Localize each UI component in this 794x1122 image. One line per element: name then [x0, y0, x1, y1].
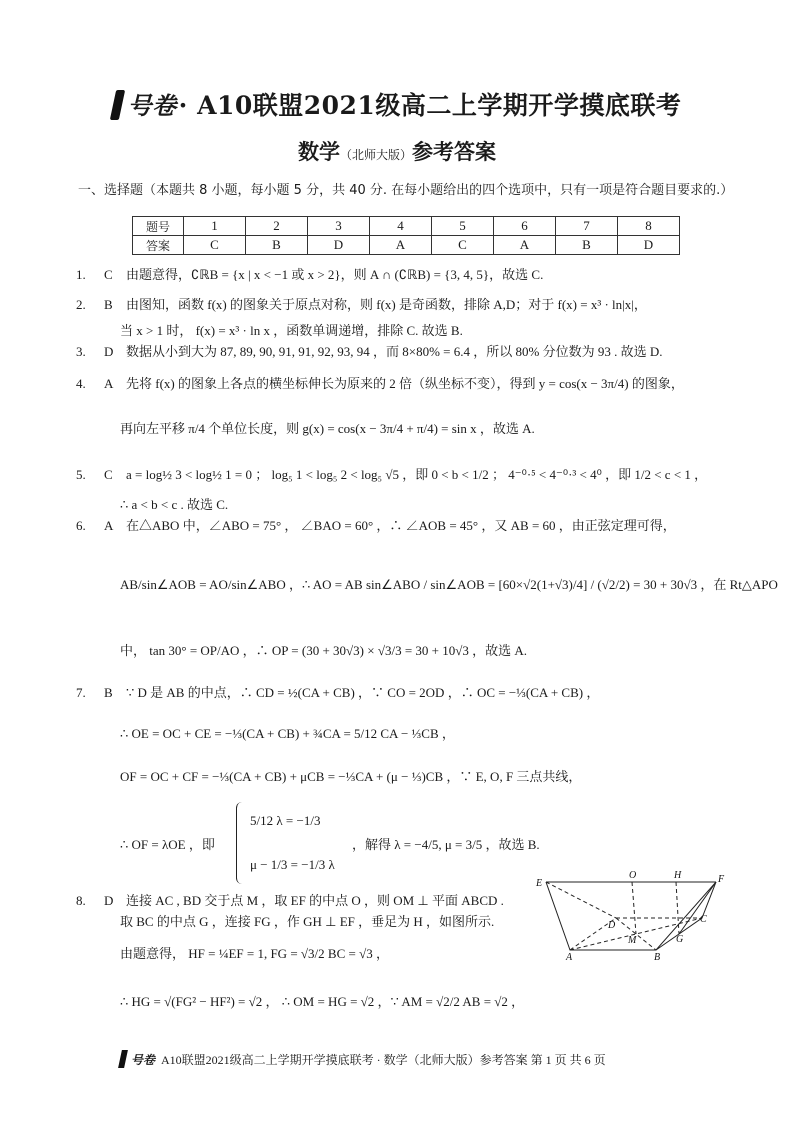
label-G: G: [676, 934, 684, 945]
footer-logo-icon: [118, 1050, 128, 1068]
logo-mark-icon: [109, 90, 124, 120]
item-number: 3.: [76, 344, 86, 359]
section-heading: 一、选择题（本题共 8 小题，每小题 5 分，共 40 分. 在每小题给出的四个选项中，只有一项是符合题目要求的.）: [78, 183, 734, 198]
table-cell: 3: [308, 217, 370, 236]
table-header-cell: 题号: [133, 217, 184, 236]
table-cell: D: [308, 236, 370, 255]
label-E: E: [536, 878, 543, 889]
label-F: F: [718, 874, 725, 885]
item-number: 6.: [76, 518, 86, 533]
table-header-cell: 答案: [133, 236, 184, 255]
item-number: 7.: [76, 685, 86, 700]
solution-6-line2: AB/sin∠AOB = AO/sin∠ABO ，∴ AO = AB sin∠ABO / sin∠AOB = [60×√2(1+√3)/4] / (√2/2) = 30 + 30√3 ，在 Rt△APO: [120, 577, 778, 592]
footer-text: A10联盟2021级高二上学期开学摸底联考 · 数学（北师大版）参考答案 第 1 页 共 6 页: [161, 1053, 606, 1067]
table-cell: C: [184, 236, 246, 255]
solution-7-line4a: ∴ OF = λOE ，即: [120, 837, 215, 852]
title-text: · A10联盟2021级高二上学期开学摸底联考: [178, 91, 682, 120]
label-C: C: [700, 914, 707, 925]
item-text: 数据从小到大为 87, 89, 90, 91, 91, 92, 93, 94 ，而 8×80% = 6.4 ，所以 80% 分位数为 93 . 故选 D.: [126, 344, 663, 359]
solution-8-line2: 取 BC 的中点 G ，连接 FG ，作 GH ⊥ EF ，垂足为 H ，如图所示.: [120, 914, 495, 929]
figure-edge: [679, 882, 716, 934]
solution-8: [76, 892, 504, 910]
brand-logo: 号卷: [127, 91, 177, 120]
solution-1: [76, 266, 543, 284]
table-cell: 1: [184, 217, 246, 236]
equation-system-brace: [236, 802, 247, 884]
item-text: a = log½ 3 < log½ 1 = 0 ； log₅ 1 < log₅ 2 < log₅ √5 ，即 0 < b < 1/2 ； 4⁻⁰·⁵ < 4⁻⁰·³ < 4⁰ ，即 1/2 < c < 1 ，: [126, 467, 708, 482]
item-number: 2.: [76, 297, 86, 312]
item-text: 由图知，函数 f(x) 的图象关于原点对称，则 f(x) 是奇函数，排除 A,D；对于 f(x) = x³ · ln|x|，: [126, 297, 647, 312]
table-cell: A: [494, 236, 556, 255]
solution-5: [76, 466, 707, 484]
label-A: A: [566, 952, 573, 962]
label-O: O: [629, 870, 637, 881]
table-cell: 2: [246, 217, 308, 236]
table-cell: B: [556, 236, 618, 255]
solution-6-line3: 中， tan 30° = OP/AO ，∴ OP = (30 + 30√3) × √3/3 = 30 + 10√3 ，故选 A.: [120, 643, 528, 658]
page-footer: [120, 1050, 680, 1068]
table-cell: 4: [370, 217, 432, 236]
solution-7-line2: ∴ OE = OC + CE = −⅓(CA + CB) + ¾CA = 5/12 CA − ⅓CB ，: [120, 726, 455, 741]
subtitle-edition: （北师大版）: [339, 148, 412, 162]
subtitle-main: 数学: [297, 139, 340, 164]
item-answer: D: [104, 344, 114, 359]
figure-edge: [632, 882, 636, 934]
label-M: M: [628, 935, 637, 946]
item-answer: B: [104, 685, 113, 700]
table-cell: C: [432, 236, 494, 255]
table-cell: 6: [494, 217, 556, 236]
label-B: B: [654, 952, 661, 962]
item-answer: C: [104, 267, 113, 282]
solution-4-line2: 再向左平移 π/4 个单位长度，则 g(x) = cos(x − 3π/4 + π/4) = sin x ，故选 A.: [120, 421, 535, 436]
label-H: H: [674, 870, 682, 881]
solution-6: [76, 517, 676, 535]
answer-table: [132, 216, 680, 255]
item-text: 在△ABO 中，∠ABO = 75° ， ∠BAO = 60° ，∴ ∠AOB = 45° ，又 AB = 60 ，由正弦定理可得，: [126, 518, 676, 533]
page-subtitle: [0, 136, 794, 166]
solution-7-line3: OF = OC + CF = −⅓(CA + CB) + μCB = −⅓CA + (μ − ⅓)CB ，∵ E, O, F 三点共线，: [120, 769, 582, 784]
item-answer: C: [104, 467, 113, 482]
solution-5-line2: ∴ a < b < c . 故选 C.: [120, 497, 229, 512]
item-number: 8.: [76, 893, 86, 908]
item-answer: A: [104, 518, 114, 533]
footer-logo: 号卷: [131, 1053, 156, 1067]
page-title: [0, 86, 794, 122]
label-D: D: [608, 920, 616, 931]
table-row: [133, 236, 680, 255]
solution-4: [76, 375, 684, 393]
item-number: 4.: [76, 376, 86, 391]
equation-system-line1: 5/12 λ = −1/3: [250, 813, 321, 828]
item-answer: A: [104, 376, 114, 391]
solution-8-line4: ∴ HG = √(FG² − HF²) = √2 ， ∴ OM = HG = √2 ，∵ AM = √2/2 AB = √2 ，: [120, 994, 525, 1009]
solution-2: [76, 296, 647, 314]
item-number: 1.: [76, 267, 86, 282]
solution-2-line2: 当 x > 1 时， f(x) = x³ · ln x ，函数单调递增，排除 C. 故选 B.: [120, 323, 463, 338]
solution-3: [76, 343, 662, 361]
item-text: 连接 AC , BD 交于点 M ，取 EF 的中点 O ，则 OM ⊥ 平面 ABCD .: [126, 893, 504, 908]
solution-7-line4b: ，解得 λ = −4/5, μ = 3/5 ，故选 B.: [352, 837, 540, 852]
equation-system-line2: μ − 1/3 = −1/3 λ: [250, 857, 335, 872]
solution-7: [76, 684, 599, 702]
solution-8-line3: 由题意得， HF = ¼EF = 1, FG = √3/2 BC = √3 ，: [120, 946, 389, 961]
item-text: 先将 f(x) 的图象上各点的横坐标伸长为原来的 2 倍（纵坐标不变），得到 y = cos(x − 3π/4) 的图象，: [126, 376, 684, 391]
table-cell: B: [246, 236, 308, 255]
item-text: 由题意得，∁ℝB = {x | x < −1 或 x > 2}，则 A ∩ (∁ℝB) = {3, 4, 5}，故选 C.: [126, 267, 544, 282]
item-text: ∵ D 是 AB 的中点，∴ CD = ½(CA + CB) ，∵ CO = 2OD ，∴ OC = −⅓(CA + CB) ，: [126, 685, 600, 700]
item-answer: B: [104, 297, 113, 312]
table-cell: 8: [618, 217, 680, 236]
item-number: 5.: [76, 467, 86, 482]
table-cell: 5: [432, 217, 494, 236]
item-answer: D: [104, 893, 114, 908]
table-cell: D: [618, 236, 680, 255]
table-cell: A: [370, 236, 432, 255]
table-row: [133, 217, 680, 236]
solid-figure: [534, 866, 734, 962]
table-cell: 7: [556, 217, 618, 236]
subtitle-tail: 参考答案: [412, 139, 496, 164]
